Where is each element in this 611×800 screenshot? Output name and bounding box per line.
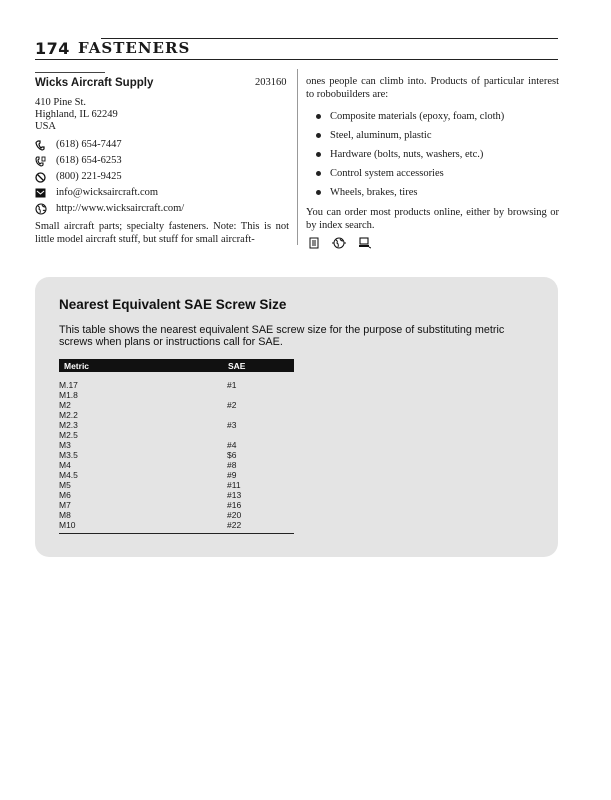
bullet-icon [316,133,321,138]
metric-cell: M1.8 [59,390,78,400]
contact-text: (618) 654-6253 [56,155,122,166]
sae-cell: #13 [227,490,242,500]
metric-cell: M7 [59,500,71,510]
list-item [306,107,559,126]
vendor-header [35,72,287,89]
bullet-icon [316,152,321,157]
contact-text: info@wicksaircraft.com [56,187,159,198]
sae-cell: #3 [227,420,237,430]
page-header [35,36,558,60]
fax-icon [35,156,56,167]
metric-cell: M5 [59,480,71,490]
sae-cell: #4 [227,440,237,450]
vendor-listing-continued [306,75,559,253]
sae-cell: #2 [227,400,237,410]
table-row [59,430,294,440]
table-row [59,450,294,460]
table-row [59,400,294,410]
email-icon [35,188,56,198]
vendor-contacts [35,137,289,217]
product-list [306,107,559,202]
metric-cell: M.17 [59,380,78,390]
contact-phone [35,137,289,153]
list-item [306,126,559,145]
column-header-sae: SAE [228,360,246,371]
table-row [59,390,294,400]
globe-icon [332,237,346,253]
ordering-paragraph: You can order most products online, either by browsing or by index search. [306,207,559,231]
page-number: 174 [35,39,70,58]
metric-cell: M4.5 [59,470,78,480]
list-item [306,164,559,183]
sae-screw-panel [35,277,558,557]
bullet-icon [316,114,321,119]
address-line: 410 Pine St. [35,97,87,108]
table-row [59,440,294,450]
metric-cell: M2.5 [59,430,78,440]
metric-cell: M2.3 [59,420,78,430]
no-tollfree-icon [35,172,56,183]
metric-cell: M2.2 [59,410,78,420]
vendor-name: Wicks Aircraft Supply [35,77,154,89]
metric-cell: M3 [59,440,71,450]
table-row [59,470,294,480]
table-row [59,480,294,490]
web-icon [35,203,56,215]
sae-cell: $6 [227,450,237,460]
metric-cell: M10 [59,520,76,530]
bullet-icon [316,190,321,195]
contact-text: http://www.wicksaircraft.com/ [56,203,185,214]
table-row [59,520,294,530]
screw-size-table [59,359,294,534]
panel-title: Nearest Equivalent SAE Screw Size [59,297,287,312]
sae-cell: #9 [227,470,237,480]
metric-cell: M8 [59,510,71,520]
contact-fax [35,153,289,169]
table-bottom-rule [59,533,294,534]
sae-cell: #20 [227,510,242,520]
list-item-text: Control system accessories [330,168,444,179]
column-header-metric: Metric [64,360,90,371]
section-title: FASTENERS [78,39,191,57]
column-divider [297,69,298,245]
list-item-text: Steel, aluminum, plastic [330,130,432,141]
table-row [59,410,294,420]
contact-text: (800) 221-9425 [56,171,122,182]
list-item-text: Wheels, brakes, tires [330,187,418,198]
phone-icon [35,140,56,151]
computer-icon [358,237,371,253]
list-item-text: Hardware (bolts, nuts, washers, etc.) [330,149,484,160]
header-rule [35,59,558,60]
vendor-address [35,97,289,133]
table-row [59,510,294,520]
sae-cell: #8 [227,460,237,470]
sae-cell: #1 [227,380,237,390]
sae-cell: #11 [227,480,241,490]
table-body [59,372,294,533]
panel-description: This table shows the nearest equivalent SAE screw size for the purpose of substituting metric screws when plans or instructions call for SAE. [59,324,505,348]
catalog-icon [308,237,320,253]
table-header [59,359,294,372]
contact-text: (618) 654-7447 [56,139,122,150]
list-item [306,145,559,164]
contact-web [35,201,289,217]
sae-cell: #16 [227,500,242,510]
ordering-icons [306,237,559,253]
table-row [59,490,294,500]
list-item [306,183,559,202]
vendor-id: 203160 [255,77,287,88]
table-row [59,380,294,390]
sae-cell: #22 [227,520,242,530]
metric-cell: M4 [59,460,71,470]
metric-cell: M3.5 [59,450,78,460]
contact-tollfree [35,169,289,185]
table-row [59,420,294,430]
contact-email [35,185,289,201]
table-row [59,500,294,510]
intro-paragraph: ones people can climb into. Products of particular interest to robobuilders are: [306,76,559,100]
address-line: USA [35,121,57,132]
metric-cell: M6 [59,490,71,500]
address-line: Highland, IL 62249 [35,109,118,120]
table-row [59,460,294,470]
metric-cell: M2 [59,400,71,410]
vendor-listing [35,72,289,246]
list-item-text: Composite materials (epoxy, foam, cloth) [330,111,505,122]
vendor-description: Small aircraft parts; specialty fasteners. Note: This is not little model aircraft stuff, but stuff for small aircraft- [35,221,289,245]
bullet-icon [316,171,321,176]
